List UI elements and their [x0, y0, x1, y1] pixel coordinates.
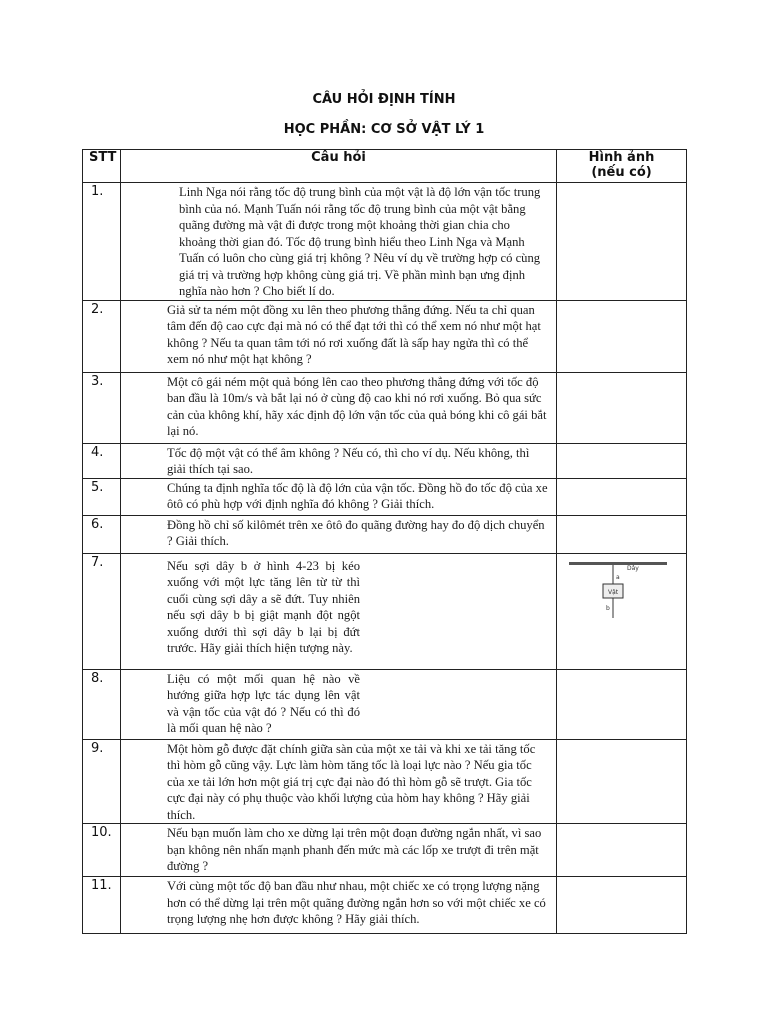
hanging-block-figure	[569, 558, 667, 620]
header-stt-label: STT	[89, 150, 117, 165]
ceiling-bar	[569, 562, 667, 565]
question-text: Linh Nga nói rằng tốc độ trung bình của một vật là độ lớn vận tốc trung bình của nó. Mạnh Tuấn nói rằng tốc độ trung bình của một vật bằng quãng đường mà vật đi được trong một khoảng thời gian chia cho khoảng thời gian đó. Tốc độ trung bình hiểu theo Linh Nga và Mạnh Tuấn có luôn cho cùng giá trị không ? Nêu ví dụ về trường hợp có cùng giá trị và trường hợp không cùng giá trị. Về phần mình bạn ưng định nghĩa nào hơn ? Cho biết lí do.	[121, 183, 557, 301]
rope-top-label: Dây	[627, 564, 639, 572]
table-row	[83, 824, 687, 877]
question-text: Tốc độ một vật có thể âm không ? Nếu có, thì cho ví dụ. Nếu không, thì giải thích tại sao.	[121, 443, 557, 478]
row-number: 1.	[83, 183, 121, 301]
question-text: Giả sử ta ném một đồng xu lên theo phương thẳng đứng. Nếu ta chỉ quan tâm đến độ cao cực đại mà nó có thể đạt tới thì có thể xem nó như một hạt không ? Nếu ta quan tâm tới nó rơi xuống đất là sấp hay ngửa thì có thể xem nó như một hạt không ?	[121, 300, 557, 372]
question-text: Một cô gái ném một quả bóng lên cao theo phương thẳng đứng với tốc độ ban đầu là 10m/s và bắt lại nó ở cùng độ cao khi nó rơi xuống. Bỏ qua sức cản của không khí, hãy xác định độ lớn vận tốc của quả bóng khi cô gái bắt lại nó.	[121, 372, 557, 443]
header-image	[557, 150, 687, 183]
question-text: Liệu có một mối quan hệ nào về hướng giữa hợp lực tác dụng lên vật và vận tốc của vật đó ? Nếu có thì đó là mối quan hệ nào ?	[121, 669, 557, 739]
header-question-label: Câu hỏi	[311, 150, 366, 165]
table-row	[83, 515, 687, 553]
rope-a-label: a	[616, 573, 620, 581]
image-cell	[557, 877, 687, 934]
question-text: Nếu bạn muốn làm cho xe dừng lại trên một đoạn đường ngắn nhất, vì sao bạn không nên nhấn mạnh phanh đến mức mà các lốp xe trượt đi trên mặt đường ?	[121, 824, 557, 877]
row-number: 5.	[83, 478, 121, 515]
table-row	[83, 183, 687, 301]
question-text: Đồng hồ chỉ số kilômét trên xe ôtô đo quãng đường hay đo độ dịch chuyển ? Giải thích.	[121, 515, 557, 553]
question-text: Nếu sợi dây b ở hình 4-23 bị kéo xuống với một lực tăng lên từ từ thì cuối cùng sợi dây a sẽ đứt. Tuy nhiên nếu sợi dây b bị giật mạnh đột ngột xuống dưới thì sợi dây b lại bị đứt trước. Hãy giải thích hiện tượng này.	[121, 553, 557, 669]
table-row	[83, 553, 687, 669]
row-number: 4.	[83, 443, 121, 478]
image-cell	[557, 478, 687, 515]
table-row	[83, 443, 687, 478]
image-cell	[557, 372, 687, 443]
header-stt	[83, 150, 121, 183]
header-question	[121, 150, 557, 183]
table-row	[83, 478, 687, 515]
image-cell	[557, 443, 687, 478]
table-row	[83, 739, 687, 824]
image-cell	[557, 515, 687, 553]
block-label: Vật	[608, 588, 619, 596]
row-number: 9.	[83, 739, 121, 824]
table-row	[83, 372, 687, 443]
image-cell	[557, 824, 687, 877]
qualitative-questions-table	[82, 149, 687, 934]
row-number: 10.	[83, 824, 121, 877]
row-number: 11.	[83, 877, 121, 934]
image-cell	[557, 669, 687, 739]
question-text: Với cùng một tốc độ ban đầu như nhau, một chiếc xe có trọng lượng nặng hơn có thể dừng lại trên một quãng đường ngắn hơn so với một chiếc xe có trọng lượng nhẹ hơn được không ? Hãy giải thích.	[121, 877, 557, 934]
document-title: CÂU HỎI ĐỊNH TÍNH	[312, 92, 456, 107]
table-row	[83, 669, 687, 739]
course-title: HỌC PHẦN: CƠ SỞ VẬT LÝ 1	[283, 122, 485, 137]
row-number: 8.	[83, 669, 121, 739]
row-number: 7.	[83, 553, 121, 669]
image-cell	[557, 739, 687, 824]
question-text: Một hòm gỗ được đặt chính giữa sàn của một xe tải và khi xe tải tăng tốc thì hòm gỗ cũng vậy. Lực làm hòm tăng tốc là loại lực nào ? Nếu gia tốc của xe tải lớn hơn một giá trị cực đại nào đó thì hòm gỗ sẽ trượt. Gia tốc cực đại này có phụ thuộc vào khối lượng của hòm hay không ? Hãy giải thích.	[121, 739, 557, 824]
header-image-label: Hình ảnh (nếu có)	[588, 150, 655, 180]
rope-b-label: b	[606, 604, 610, 612]
row-number: 6.	[83, 515, 121, 553]
image-cell	[557, 183, 687, 301]
table-row	[83, 877, 687, 934]
image-cell	[557, 300, 687, 372]
question-text: Chúng ta định nghĩa tốc độ là độ lớn của vận tốc. Đồng hồ đo tốc độ của xe ôtô có phù hợp với định nghĩa đó không ? Giải thích.	[121, 478, 557, 515]
image-cell	[557, 553, 687, 669]
table-row	[83, 300, 687, 372]
row-number: 2.	[83, 300, 121, 372]
row-number: 3.	[83, 372, 121, 443]
